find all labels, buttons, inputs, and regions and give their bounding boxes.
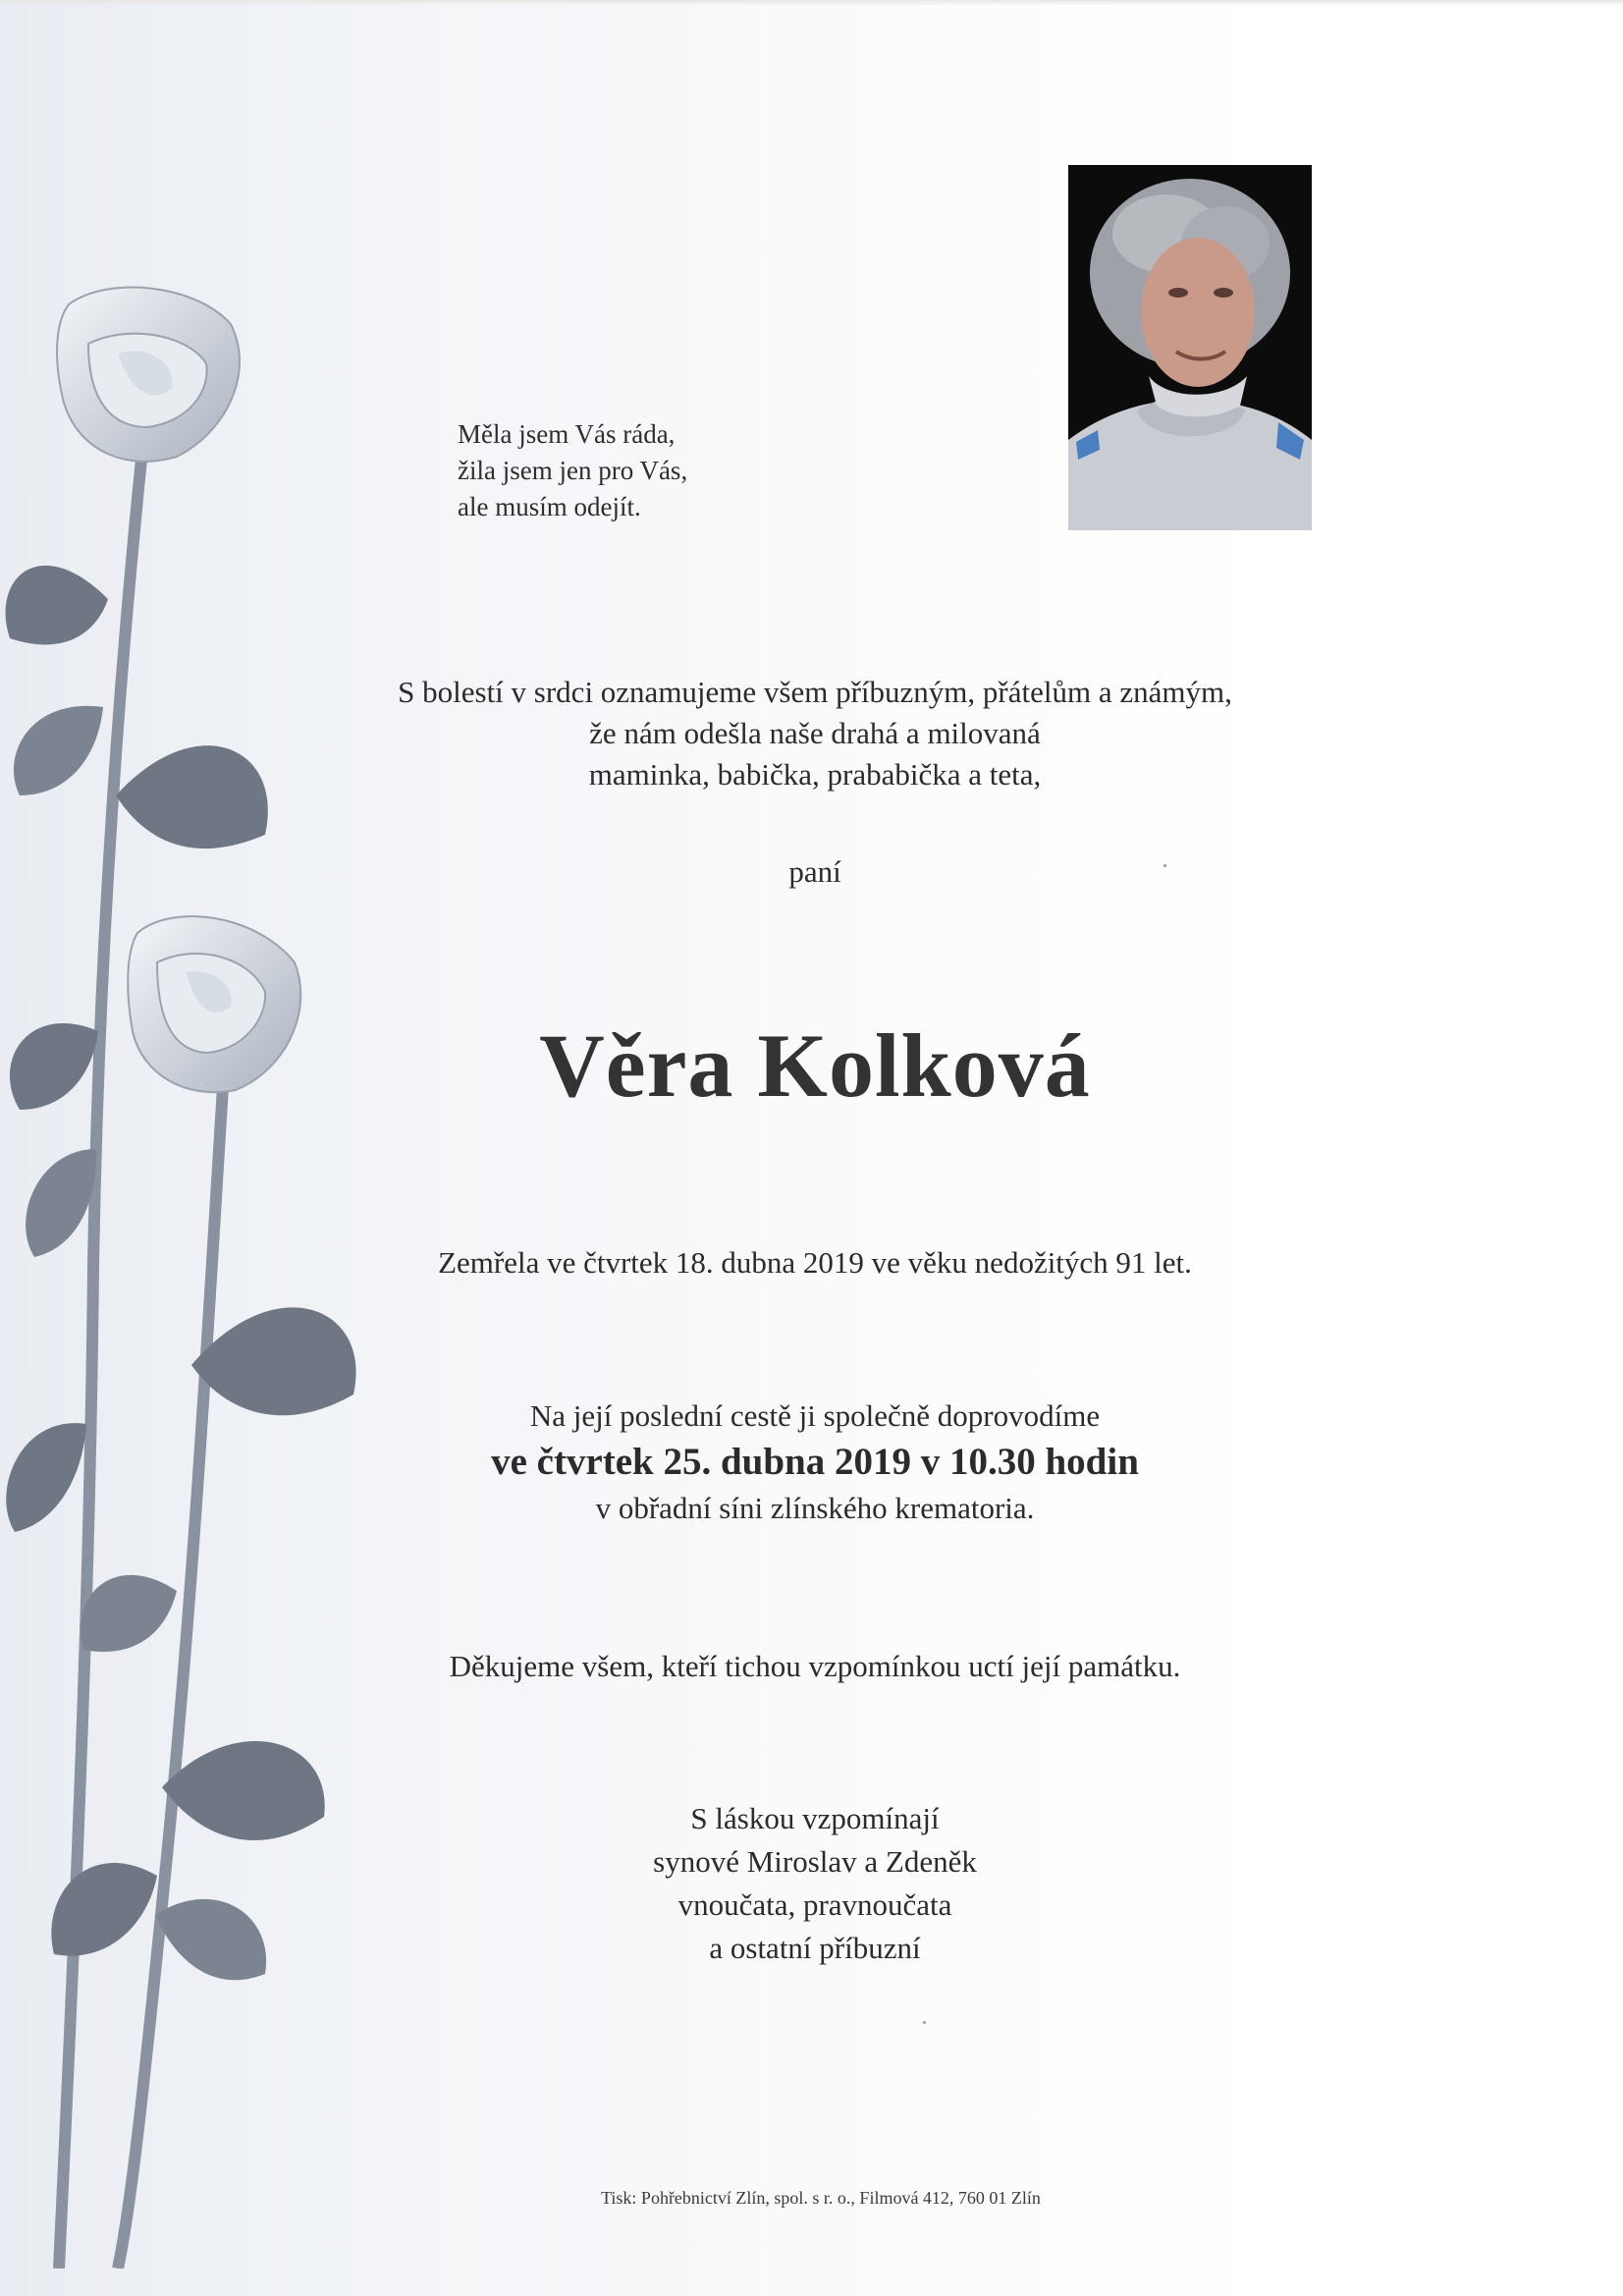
leaf [6, 1423, 86, 1532]
mourners-signature [275, 1797, 1355, 1970]
leaf [6, 566, 108, 645]
deceased-name: Věra Kolková [539, 1015, 1091, 1116]
leaf [116, 745, 268, 848]
mourners-line: synové Miroslav a Zdeněk [653, 1844, 977, 1879]
leaf [51, 1863, 157, 1955]
portrait-image [1068, 165, 1312, 530]
funeral-line: Na její poslední cestě ji společně doprovodíme [529, 1398, 1101, 1433]
opening-verse [458, 416, 850, 525]
leaf [81, 1575, 177, 1652]
rose-stem-2 [118, 1041, 226, 2269]
funeral-date-time: ve čtvrtek 25. dubna 2019 v 10.30 hodin [491, 1441, 1139, 1483]
announcement-line: že nám odešla naše drahá a milovaná [589, 716, 1041, 750]
death-notice-line: Zemřela ve čtvrtek 18. dubna 2019 ve věku nedožitých 91 let. [438, 1245, 1192, 1280]
leaf [14, 706, 103, 795]
funeral-details [275, 1394, 1355, 1530]
scan-speck [1163, 864, 1166, 867]
announcement-text [275, 672, 1355, 795]
scan-speck [923, 2021, 926, 2024]
printer-footer: Tisk: Pohřebnictví Zlín, spol. s r. o., Filmová 412, 760 01 Zlín [601, 2188, 1041, 2208]
scan-edge-shadow [0, 0, 1623, 6]
mourners-line: vnoučata, pravnoučata [677, 1887, 952, 1922]
rose-bloom-top [57, 288, 240, 462]
leaf [155, 1899, 266, 1980]
portrait-photo [1068, 165, 1312, 530]
rose-stem-1 [59, 403, 147, 2269]
announcement-line: S bolestí v srdci oznamujeme všem příbuzným, přátelům a známým, [398, 675, 1232, 709]
leaf [10, 1023, 98, 1110]
verse-line: ale musím odejít. [458, 492, 641, 521]
mourners-line: a ostatní příbuzní [709, 1931, 921, 1965]
mourners-line: S láskou vzpomínají [690, 1801, 940, 1835]
thanks-line: Děkujeme všem, kteří tichou vzpomínkou uctí její památku. [449, 1649, 1181, 1683]
verse-line: žila jsem jen pro Vás, [458, 456, 688, 485]
leaf [26, 1149, 96, 1257]
announcement-line: maminka, babička, prababička a teta, [588, 757, 1042, 792]
title-word: paní [788, 854, 841, 889]
funeral-location: v obřadní síni zlínského krematoria. [595, 1491, 1035, 1525]
verse-line: Měla jsem Vás ráda, [458, 419, 676, 449]
